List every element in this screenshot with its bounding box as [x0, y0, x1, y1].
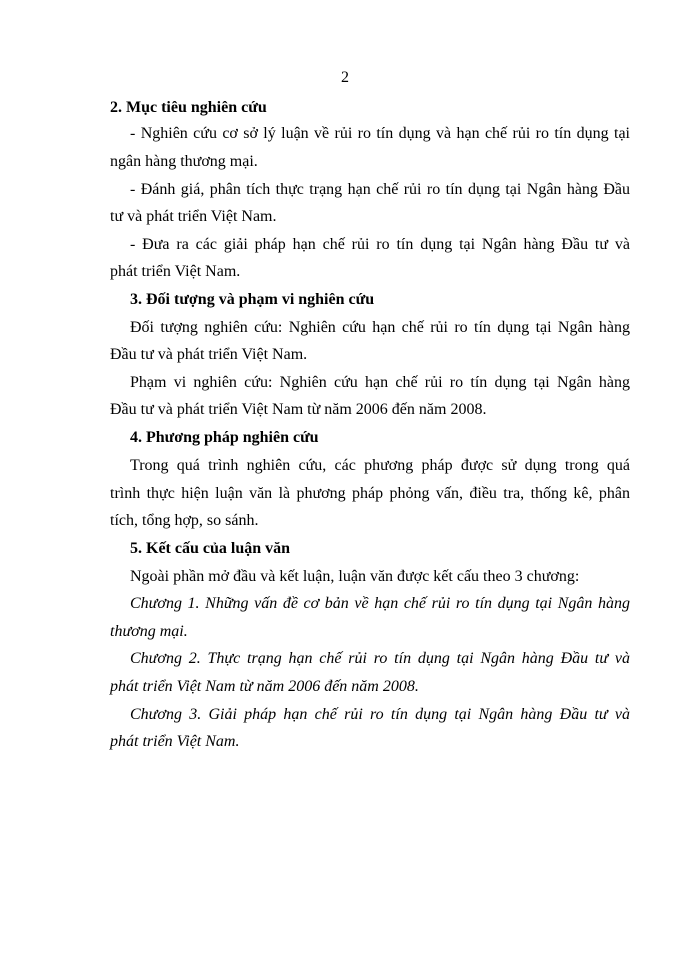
paragraph-line: Ngoài phần mở đầu và kết luận, luận văn được kết cấu theo 3 chương: — [130, 568, 580, 585]
page-number: 2 — [341, 69, 349, 86]
chapter-line: thương mại. — [110, 623, 188, 640]
chapter-line: phát triển Việt Nam. — [110, 733, 240, 750]
chapter-line: Chương 2. Thực trạng hạn chế rủi ro tín dụng tại Ngân hàng Đầu tư và — [130, 650, 630, 667]
section-heading-structure: 5. Kết cấu của luận văn — [130, 540, 291, 557]
section-heading-methods: 4. Phương pháp nghiên cứu — [130, 429, 319, 446]
paragraph-line: ngân hàng thương mại. — [110, 153, 258, 170]
paragraph-line: Trong quá trình nghiên cứu, các phương pháp được sử dụng trong quá — [130, 457, 630, 474]
chapter-line: phát triển Việt Nam từ năm 2006 đến năm 2008. — [110, 678, 419, 695]
paragraph-line: - Đưa ra các giải pháp hạn chế rủi ro tín dụng tại Ngân hàng Đầu tư và — [130, 236, 630, 253]
paragraph-line: Đầu tư và phát triển Việt Nam từ năm 2006 đến năm 2008. — [110, 401, 487, 418]
section-heading-objectives: 2. Mục tiêu nghiên cứu — [110, 99, 267, 116]
paragraph-line: trình thực hiện luận văn là phương pháp phỏng vấn, điều tra, thống kê, phân — [110, 485, 630, 502]
chapter-line: Chương 3. Giải pháp hạn chế rủi ro tín dụng tại Ngân hàng Đầu tư và — [130, 706, 630, 723]
paragraph-line: - Đánh giá, phân tích thực trạng hạn chế rủi ro tín dụng tại Ngân hàng Đầu — [130, 181, 630, 198]
paragraph-line: Đối tượng nghiên cứu: Nghiên cứu hạn chế rủi ro tín dụng tại Ngân hàng — [130, 319, 630, 336]
section-heading-scope: 3. Đối tượng và phạm vi nghiên cứu — [130, 291, 375, 308]
paragraph-line: phát triển Việt Nam. — [110, 263, 241, 280]
paragraph-line: tích, tổng hợp, so sánh. — [110, 512, 259, 529]
chapter-line: Chương 1. Những vấn đề cơ bản về hạn chế rủi ro tín dụng tại Ngân hàng — [130, 595, 630, 612]
paragraph-line: Phạm vi nghiên cứu: Nghiên cứu hạn chế rủi ro tín dụng tại Ngân hàng — [130, 374, 630, 391]
paragraph-line: - Nghiên cứu cơ sở lý luận về rủi ro tín dụng và hạn chế rủi ro tín dụng tại — [130, 125, 630, 142]
paragraph-line: Đầu tư và phát triển Việt Nam. — [110, 346, 308, 363]
paragraph-line: tư và phát triển Việt Nam. — [110, 208, 277, 225]
